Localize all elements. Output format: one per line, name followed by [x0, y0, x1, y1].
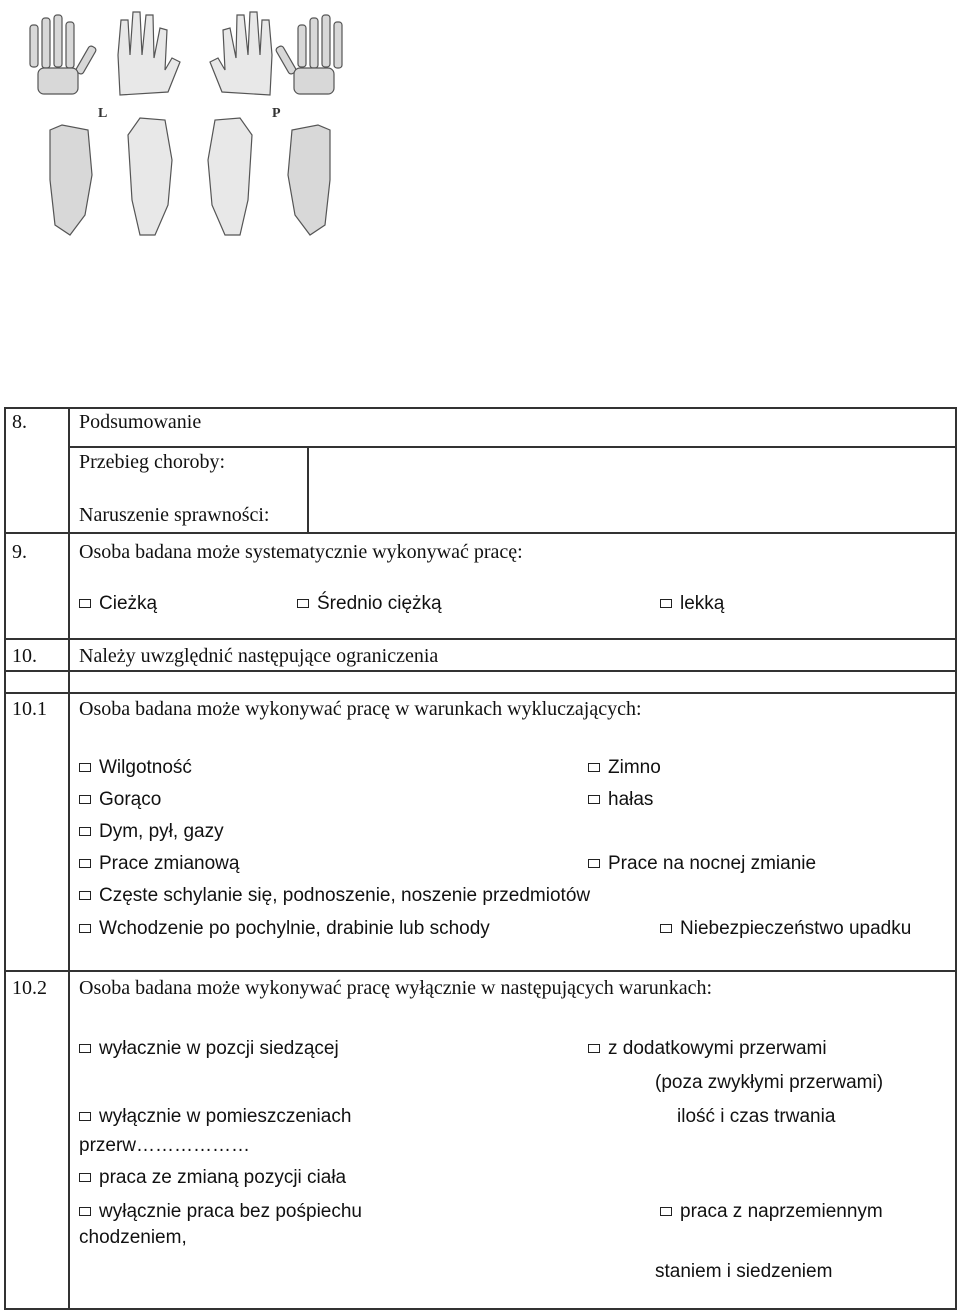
- checkbox-icon[interactable]: [588, 795, 600, 804]
- left-foot-outline: [128, 118, 172, 235]
- option-wchodzenie[interactable]: Wchodzenie po pochylnie, drabinie lub schody: [79, 917, 490, 941]
- right-foot-outline: [208, 118, 252, 235]
- option-zmianowa[interactable]: Prace zmianową: [79, 852, 239, 876]
- hands-feet-diagram: [0, 0, 380, 240]
- table-border: [4, 638, 957, 640]
- chodzeniem-text: chodzeniem,: [79, 1227, 187, 1248]
- option-dym[interactable]: Dym, pył, gazy: [79, 820, 224, 844]
- checkbox-icon[interactable]: [79, 1112, 91, 1121]
- section-number-10-1: 10.1: [12, 698, 47, 720]
- option-siedzacej[interactable]: wyłacznie w pozcji siedzącej: [79, 1037, 339, 1061]
- checkbox-icon[interactable]: [588, 763, 600, 772]
- option-schylanie[interactable]: Częste schylanie się, podnoszenie, noszenie przedmiotów: [79, 884, 590, 908]
- option-zimno[interactable]: Zimno: [588, 756, 661, 780]
- section-number-10: 10.: [12, 645, 37, 667]
- right-hand-outline: [210, 12, 272, 95]
- checkbox-icon[interactable]: [660, 1207, 672, 1216]
- section-title-9: Osoba badana może systematycznie wykonywać pracę:: [79, 541, 523, 563]
- table-border: [68, 446, 957, 448]
- left-hand-outline: [118, 12, 180, 95]
- option-wilgotnosc[interactable]: Wilgotność: [79, 756, 192, 780]
- przerw-field[interactable]: przerw………………: [79, 1135, 251, 1156]
- table-border: [4, 670, 957, 672]
- section-number-8: 8.: [12, 411, 27, 433]
- section-title-8: Podsumowanie: [79, 411, 202, 433]
- stanie-text: staniem i siedzeniem: [655, 1261, 833, 1282]
- przerwami-note: (poza zwykłymi przerwami): [655, 1072, 884, 1093]
- section-title-10: Należy uwzględnić następujące ograniczenia: [79, 645, 439, 667]
- option-ciezka[interactable]: Cieżką: [79, 592, 157, 616]
- ilosc-label: ilość i czas trwania: [677, 1106, 836, 1127]
- option-pomieszczeniach[interactable]: wyłącznie w pomieszczeniach: [79, 1105, 351, 1129]
- checkbox-icon[interactable]: [297, 599, 309, 608]
- checkbox-icon[interactable]: [660, 599, 672, 608]
- option-pozycji[interactable]: praca ze zmianą pozycji ciała: [79, 1166, 346, 1190]
- label-right: P: [272, 106, 281, 121]
- table-border: [4, 970, 957, 972]
- table-border: [307, 446, 309, 532]
- checkbox-icon[interactable]: [79, 859, 91, 868]
- right-foot-skeleton: [288, 125, 330, 235]
- checkbox-icon[interactable]: [79, 924, 91, 933]
- checkbox-icon[interactable]: [588, 1044, 600, 1053]
- option-pospiechu[interactable]: wyłącznie praca bez pośpiechu: [79, 1200, 362, 1224]
- table-border: [4, 532, 957, 534]
- table-border: [4, 692, 957, 694]
- option-halas[interactable]: hałas: [588, 788, 653, 812]
- checkbox-icon[interactable]: [79, 599, 91, 608]
- checkbox-icon[interactable]: [79, 763, 91, 772]
- option-przerwami[interactable]: z dodatkowymi przerwami: [588, 1037, 827, 1061]
- option-srednio-ciezka[interactable]: Średnio ciężką: [297, 592, 442, 616]
- option-upadek[interactable]: Niebezpieczeństwo upadku: [660, 917, 911, 941]
- checkbox-icon[interactable]: [660, 924, 672, 933]
- section-title-10-2: Osoba badana może wykonywać pracę wyłącznie w następujących warunkach:: [79, 977, 713, 999]
- option-nocna[interactable]: Prace na nocnej zmianie: [588, 852, 816, 876]
- checkbox-icon[interactable]: [79, 827, 91, 836]
- table-border: [4, 1308, 957, 1310]
- table-border: [68, 407, 70, 1310]
- label-left: L: [98, 106, 108, 121]
- checkbox-icon[interactable]: [79, 891, 91, 900]
- right-hand-skeleton: [275, 15, 342, 94]
- left-hand-skeleton: [30, 15, 97, 94]
- checkbox-icon[interactable]: [588, 859, 600, 868]
- table-border: [955, 407, 957, 1310]
- checkbox-icon[interactable]: [79, 795, 91, 804]
- left-foot-skeleton: [50, 125, 92, 235]
- table-border: [4, 407, 6, 1310]
- label-naruszenie: Naruszenie sprawności:: [79, 504, 270, 526]
- checkbox-icon[interactable]: [79, 1207, 91, 1216]
- section-number-9: 9.: [12, 541, 27, 563]
- label-przebieg: Przebieg choroby:: [79, 451, 226, 473]
- table-border: [4, 407, 957, 409]
- checkbox-icon[interactable]: [79, 1173, 91, 1182]
- option-naprzemiennym[interactable]: praca z naprzemiennym: [660, 1200, 883, 1224]
- checkbox-icon[interactable]: [79, 1044, 91, 1053]
- section-title-10-1: Osoba badana może wykonywać pracę w warunkach wykluczających:: [79, 698, 642, 720]
- section-number-10-2: 10.2: [12, 977, 47, 999]
- option-lekka[interactable]: lekką: [660, 592, 724, 616]
- option-goraco[interactable]: Gorąco: [79, 788, 161, 812]
